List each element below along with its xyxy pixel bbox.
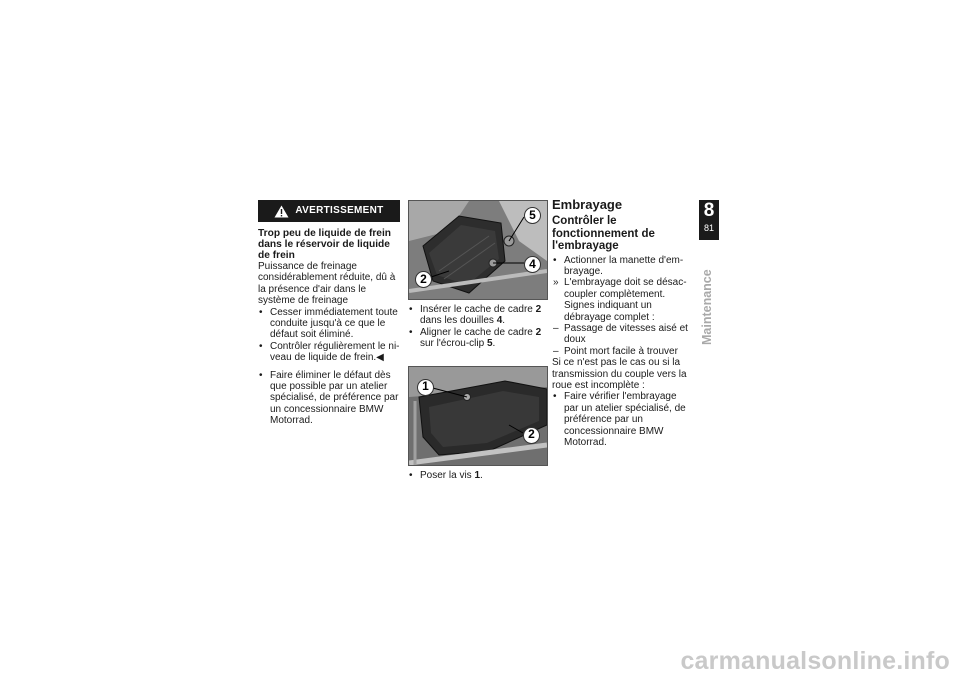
clutch-column bbox=[552, 197, 692, 448]
subsection-title: Contrôler le fonctionnement de l'embrayage bbox=[552, 215, 655, 252]
followup-list bbox=[258, 370, 400, 427]
page-number: 81 bbox=[703, 223, 714, 233]
procedure-column bbox=[408, 200, 546, 481]
list-item: – Point mort facile à trouver bbox=[553, 345, 678, 357]
list-item: • Contrôler régulièrement le niveau de liquide de frein.◀ bbox=[259, 340, 400, 364]
warning-list bbox=[258, 307, 400, 364]
warning-triangle-icon bbox=[274, 205, 289, 218]
frame-cover-photo bbox=[408, 200, 548, 300]
clutch-steps-list bbox=[552, 255, 692, 323]
clutch-signs-list bbox=[552, 323, 692, 357]
chapter-badge bbox=[699, 200, 719, 240]
callout-4: 4 bbox=[524, 256, 541, 273]
list-item: • Poser la vis 1. bbox=[409, 469, 483, 481]
list-item: » L'embrayage doit se désaccoupler complètement. Signes indiquant un débrayage complet : bbox=[553, 277, 687, 323]
watermark: carmanualsonline.info bbox=[680, 647, 950, 675]
list-item: • Aligner le cache de cadre 2 sur l'écrou-clip 5. bbox=[409, 326, 542, 350]
clutch-paragraph: Si ce n'est pas le cas ou si la transmission du couple vers la roue est incomplète : bbox=[552, 357, 687, 391]
warning-header bbox=[258, 200, 400, 222]
list-item: • Faire vérifier l'embrayage par un atelier spécialisé, de préférence par un concessionnaire BMW Motorrad. bbox=[553, 391, 686, 448]
list-item: • Faire éliminer le défaut dès que possible par un atelier spécialisé, de préférence par un concessionnaire BMW Motorrad. bbox=[259, 369, 399, 427]
warning-title: Trop peu de liquide de frein dans le réservoir de liquide de frein bbox=[258, 228, 392, 261]
warning-body: Puissance de freinage considérablement réduite, dû à la présence d'air dans le système de freinage bbox=[258, 261, 396, 307]
frame-screw-photo bbox=[408, 366, 548, 466]
section-title: Embrayage bbox=[552, 197, 623, 212]
list-item: – Passage de vitesses aisé et doux bbox=[553, 322, 688, 346]
callout-1: 1 bbox=[417, 379, 434, 396]
warning-column bbox=[258, 200, 400, 427]
list-item: • Insérer le cache de cadre 2 dans les douilles 4. bbox=[409, 304, 542, 327]
clutch-final-list bbox=[552, 391, 692, 448]
callout-2: 2 bbox=[415, 271, 432, 288]
callout-2: 2 bbox=[523, 427, 540, 444]
chapter-number: 8 bbox=[703, 200, 715, 221]
list-item: • Cesser immédiatement toute conduite jusqu'à ce que le défaut soit éliminé. bbox=[259, 306, 398, 341]
screw-step-list bbox=[408, 470, 546, 481]
insert-steps-list bbox=[408, 304, 546, 350]
chapter-side-label: Maintenance bbox=[700, 269, 714, 345]
warning-header-text: AVERTISSEMENT bbox=[295, 205, 384, 217]
callout-5: 5 bbox=[524, 207, 541, 224]
list-item: • Actionner la manette d'embrayage. bbox=[553, 254, 684, 277]
